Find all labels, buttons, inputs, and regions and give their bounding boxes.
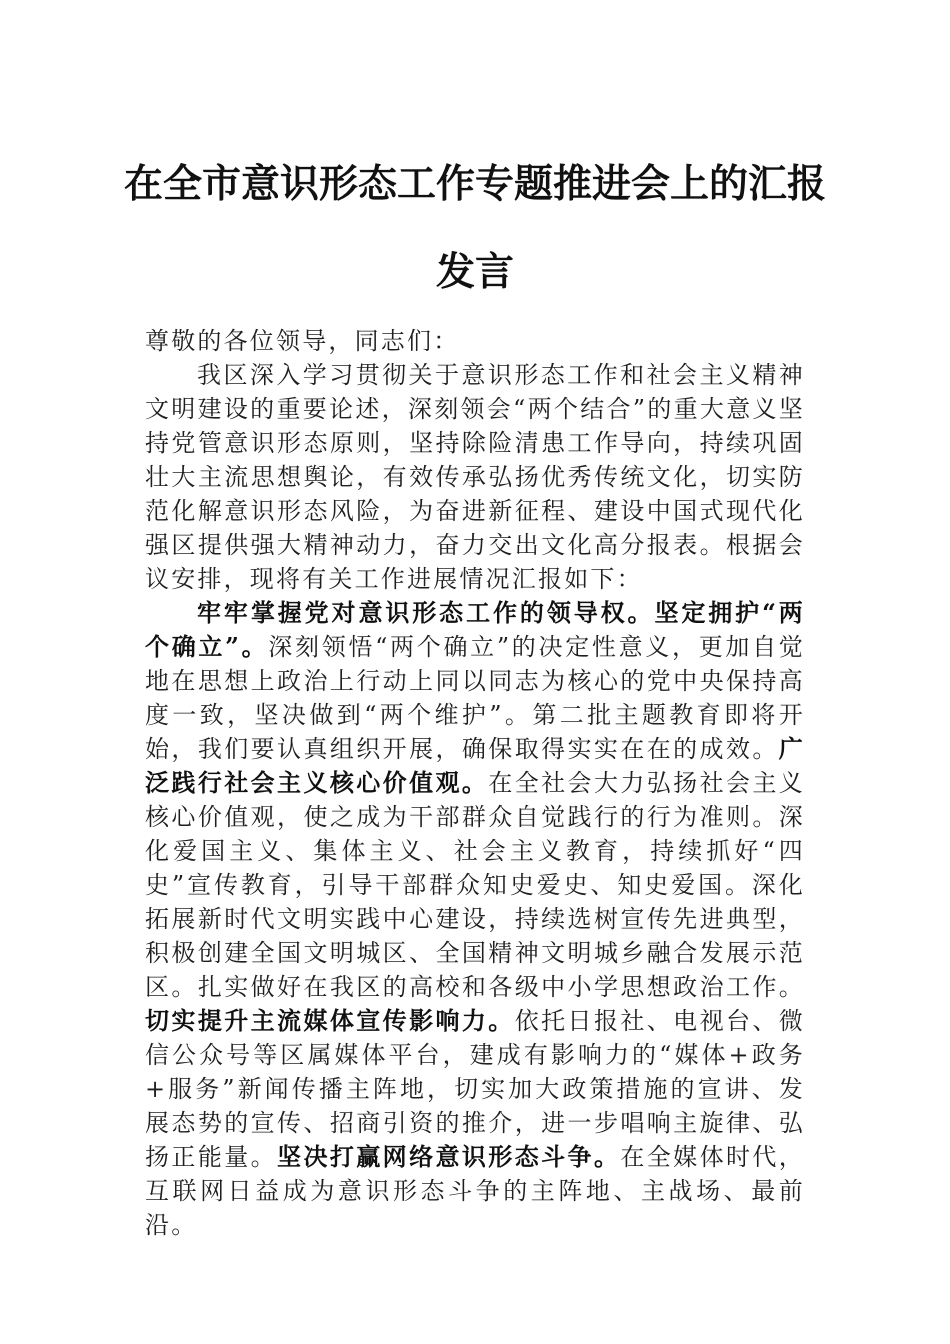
section2-heading: 广泛践行社会主义核心价值观。 [145, 734, 805, 797]
salutation: 尊敬的各位领导，同志们： [145, 327, 460, 355]
section3-text: 依托日报社、电视台、微信公众号等区属媒体平台，建成有影响力的“媒体+政务+服务”新闻传播主阵地，切实加大政策措施的宣讲、发展态势的宣传、招商引资的推介，进一步唱响主旋律、弘扬正能量。 [145, 1007, 805, 1171]
main-paragraph [145, 596, 805, 1242]
title-line-2: 发言 [435, 249, 514, 295]
title-line-1: 在全市意识形态工作专题推进会上的汇报 [123, 161, 826, 207]
section3-heading: 切实提升主流媒体宣传影响力。 [145, 1006, 515, 1035]
section1-heading: 牢牢掌握党对意识形态工作的领导权。坚定拥护“两个确立”。 [145, 598, 805, 661]
section1-text: 深刻领悟“两个确立”的决定性意义，更加自觉地在思想上政治上行动上同以同志为核心的党中央保持高度一致，坚决做到“两个维护”。第二批主题教育即将开始，我们要认真组织开展，确保取得实实在在的成效。 [145, 633, 805, 763]
section4-text: 在全媒体时代，互联网日益成为意识形态斗争的主阵地、主战场、最前沿。 [145, 1143, 806, 1239]
document-body [145, 324, 805, 1242]
section2-text: 在全社会大力弘扬社会主义核心价值观，使之成为干部群众自觉践行的行为准则。深化爱国主义、集体主义、社会主义教育，持续抓好“四史”宣传教育，引导干部群众知史爱史、知史爱国。深化拓展新时代文明实践中心建设，持续选树宣传先进典型，积极创建全国文明城区、全国精神文明城乡融合发展示范区。扎实做好在我区的高校和各级中小学思想政治工作。 [145, 769, 805, 1001]
section4-heading: 坚决打赢网络意识形态斗争。 [277, 1142, 621, 1171]
document-title [120, 140, 830, 316]
intro-paragraph: 我区深入学习贯彻关于意识形态工作和社会主义精神文明建设的重要论述，深刻领会“两个结合”的重大意义坚持党管意识形态原则，坚持除险清患工作导向，持续巩固壮大主流思想舆论，有效传承弘扬优秀传统文化，切实防范化解意识形态风险，为奋进新征程、建设中国式现代化强区提供强大精神动力，奋力交出文化高分报表。根据会议安排，现将有关工作进展情况汇报如下： [145, 361, 805, 593]
